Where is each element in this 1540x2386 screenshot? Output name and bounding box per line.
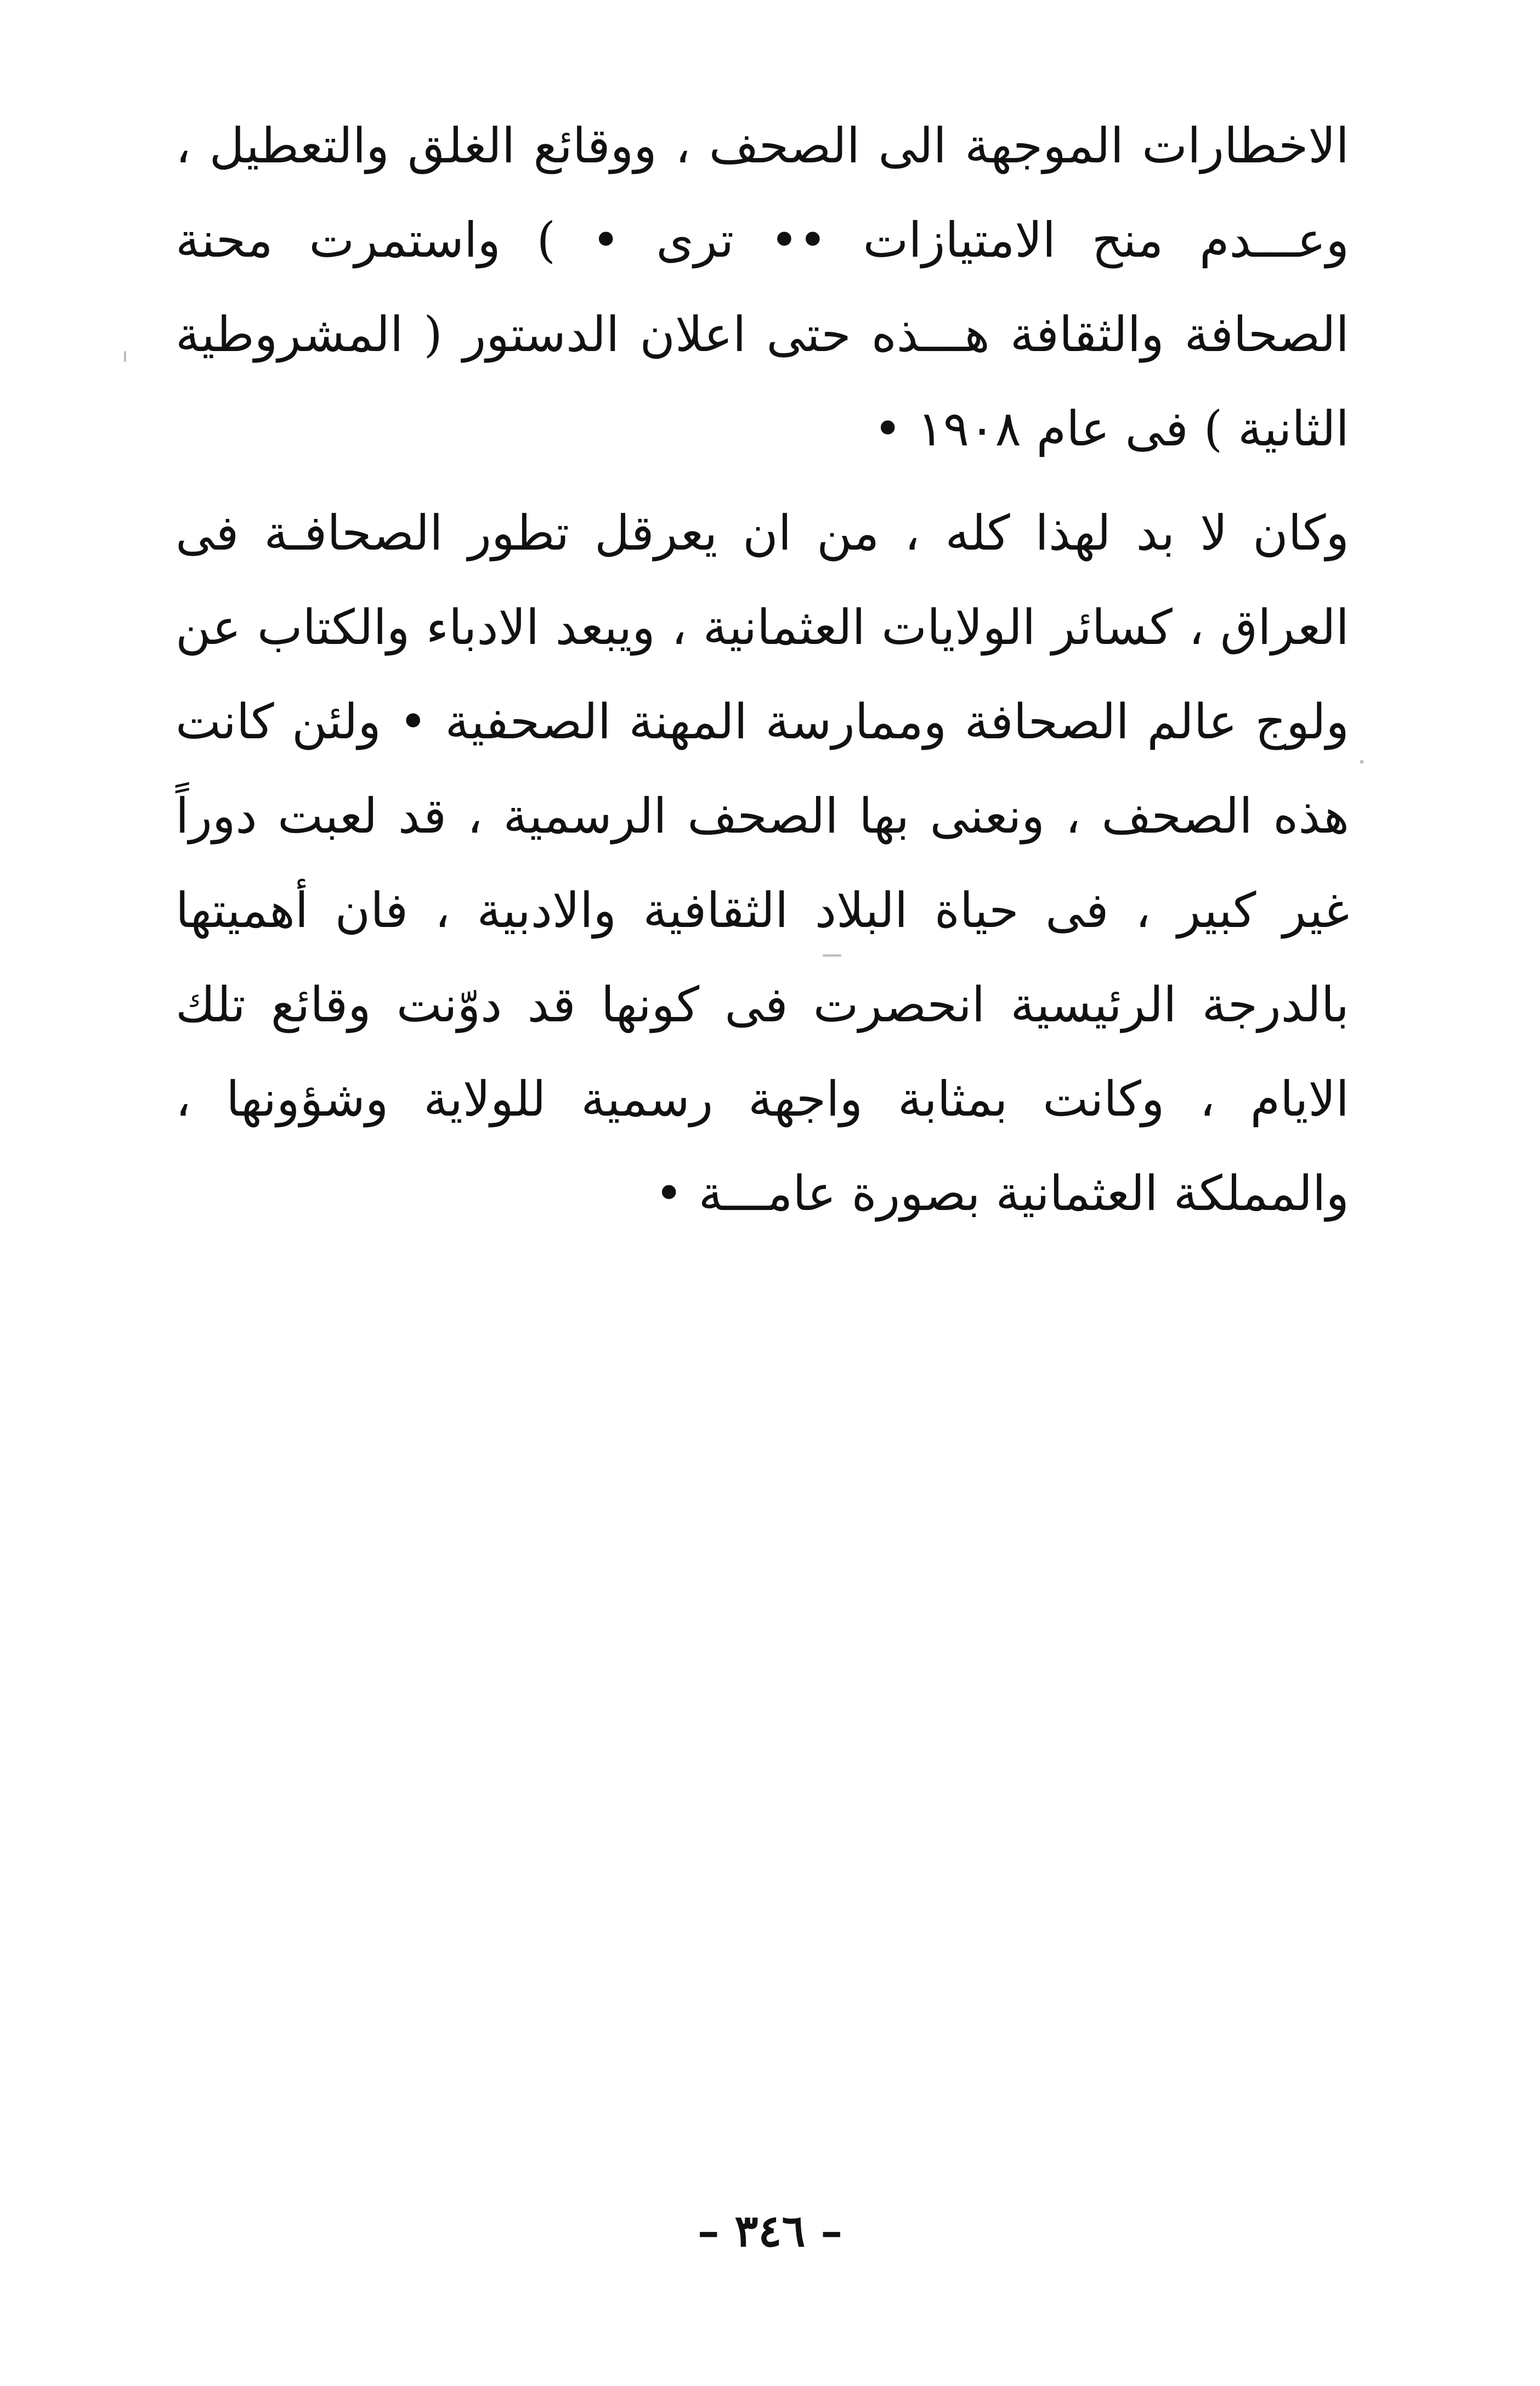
page-number: – ٣٤٦ – bbox=[697, 2205, 843, 2257]
scan-speck bbox=[823, 954, 841, 957]
paragraph-2: وكان لا بد لهذا كله ، من ان يعرقل تطور الصحافـة فى العراق ، كسائر الولايات العثمانية ، ويبعد الادباء والكتاب عن ولوج عالم الصحافة وممارسة المهنة الصحفية • ولئن كانت هذه الصحف ، ونعنى بها الصحف الرسمية ، قد لعبت دوراً غير كبير ، فى حياة البلاد الثقافية والادبية ، فان أهميتها بالدرجة الرئيسية انحصرت فى كونها قد دوّنت وقائع تلك الايام ، وكانت بمثابة واجهة رسمية للولاية وشؤونها ، والمملكة العثمانية بصورة عامـــة • bbox=[175, 505, 1349, 1222]
body-text bbox=[175, 99, 1349, 1241]
paragraph-1: الاخطارات الموجهة الى الصحف ، ووقائع الغلق والتعطيل ، وعـــدم منح الامتيازات •• ترى • ) واستمرت محنة الصحافة والثقافة هـــذه حتى اعلان الدستور ( المشروطية الثانية ) فى عام ١٩٠٨ • bbox=[175, 117, 1349, 457]
scan-speck bbox=[124, 351, 126, 362]
scan-speck bbox=[1360, 760, 1363, 764]
